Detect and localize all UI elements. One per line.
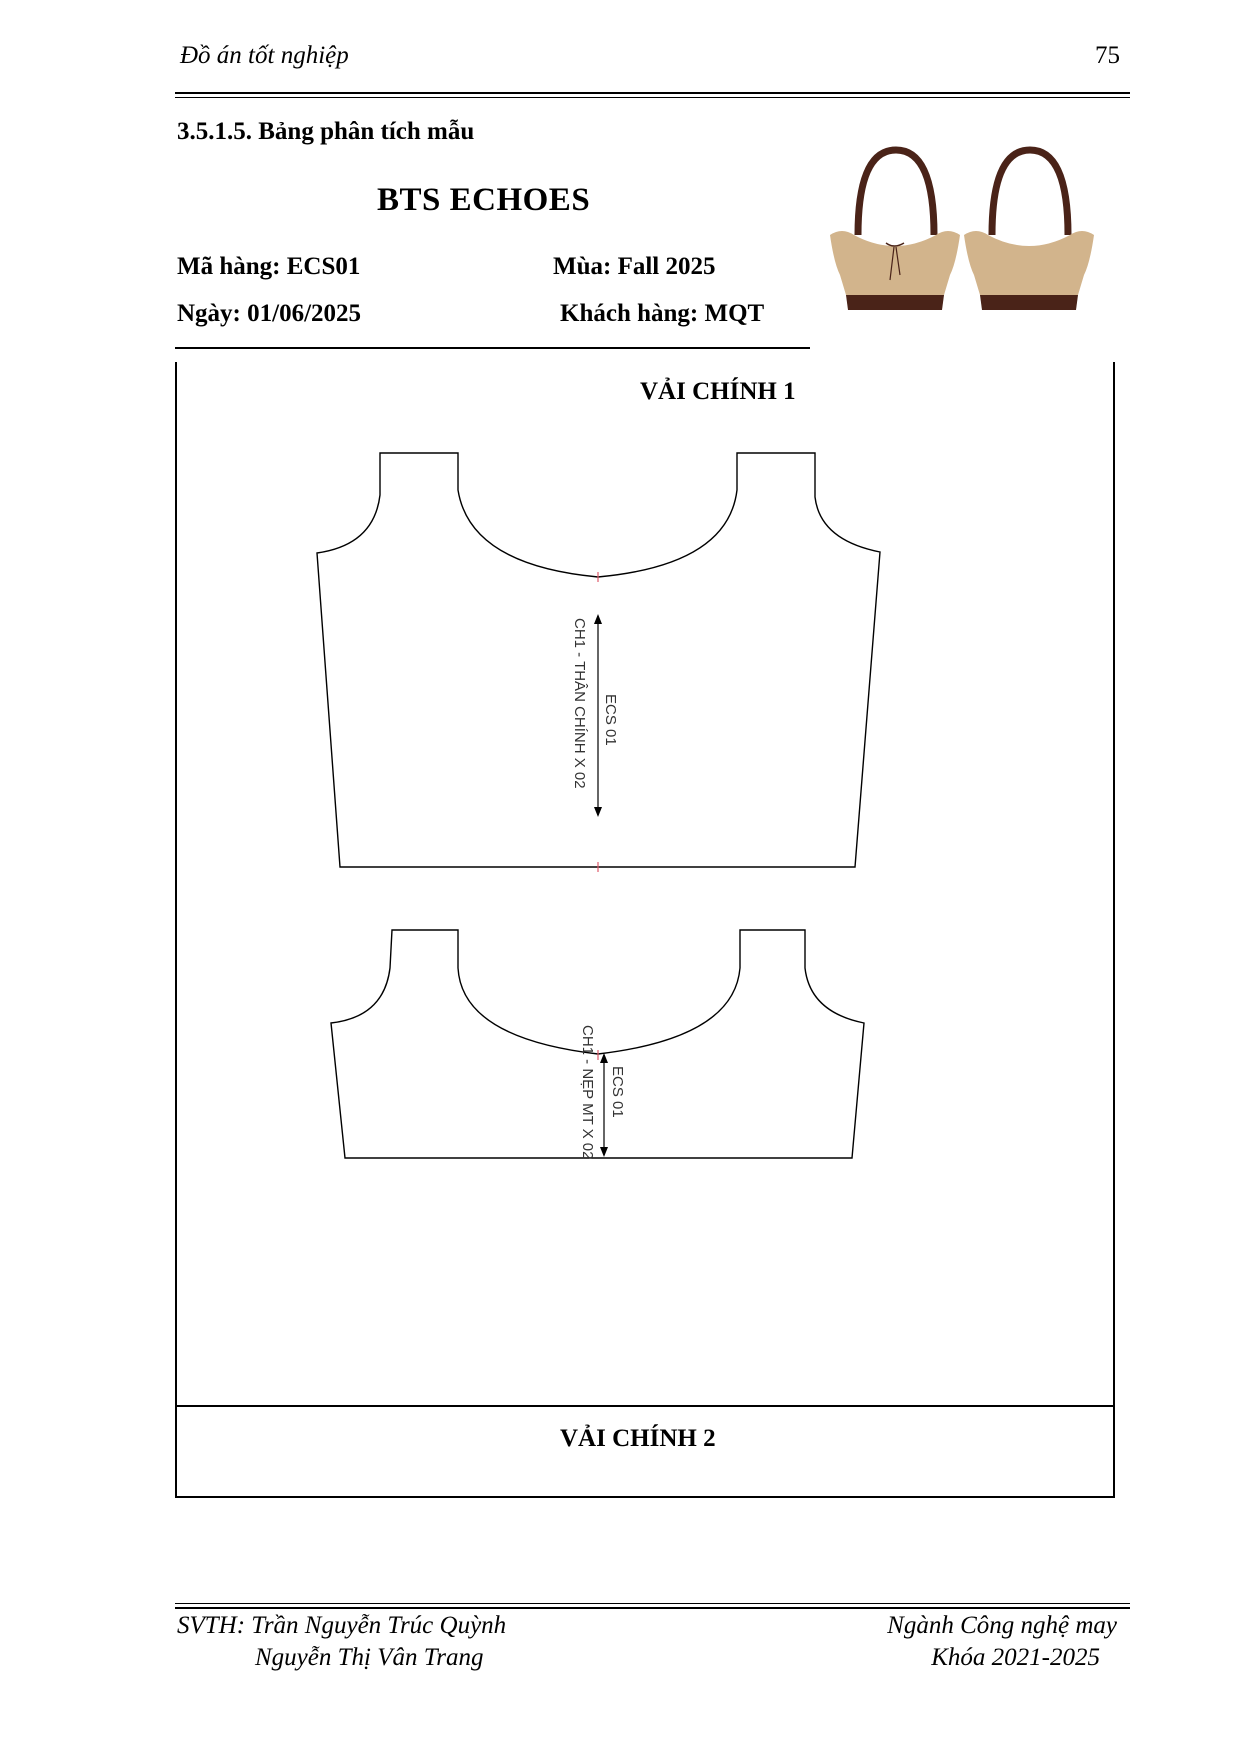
pattern-piece-main-body xyxy=(380,453,598,598)
grainline-main-arrow-bottom xyxy=(594,807,602,817)
grainline-facing-arrow-top xyxy=(600,1053,608,1063)
bag-front xyxy=(830,150,960,310)
header-rule-bottom xyxy=(175,97,1130,98)
piece-code-facing: ECS 01 xyxy=(609,1066,626,1118)
grainline-main-arrow-top xyxy=(594,614,602,624)
pattern-piece-facing-outline xyxy=(331,930,864,1158)
info-rule xyxy=(175,347,810,349)
piece-label-main: CH1 - THÂN CHÍNH X 02 xyxy=(571,618,588,789)
footer-rule-top xyxy=(175,1603,1130,1604)
fabric-2-title: VẢI CHÍNH 2 xyxy=(560,1425,716,1452)
section-heading: 3.5.1.5. Bảng phân tích mẫu xyxy=(177,118,475,145)
footer-svth: SVTH: Trần Nguyễn Trúc Quỳnh xyxy=(177,1612,507,1639)
bag-front-body xyxy=(830,231,960,295)
page-number: 75 xyxy=(1095,42,1120,69)
bag-back-handle xyxy=(992,150,1068,235)
piece-code-main: ECS 01 xyxy=(602,694,619,746)
drawstring-icon xyxy=(886,243,904,246)
bag-sketch xyxy=(828,145,1098,325)
header-rule-top xyxy=(175,92,1130,94)
footer-rule-bottom xyxy=(175,1607,1130,1609)
season: Mùa: Fall 2025 xyxy=(553,253,716,280)
bag-back-body xyxy=(964,231,1094,295)
pattern-pieces xyxy=(300,440,900,1180)
fabric-1-title: VẢI CHÍNH 1 xyxy=(640,378,796,405)
date: Ngày: 01/06/2025 xyxy=(177,300,362,327)
product-name: BTS ECHOES xyxy=(377,182,591,218)
bag-front-handle xyxy=(858,150,934,235)
footer-major: Ngành Công nghệ may xyxy=(887,1612,1117,1639)
bag-back xyxy=(964,150,1094,310)
product-code: Mã hàng: ECS01 xyxy=(177,253,361,280)
header-title: Đồ án tốt nghiệp xyxy=(180,42,349,69)
footer-cohort: Khóa 2021-2025 xyxy=(931,1644,1100,1671)
footer-svth-2: Nguyễn Thị Vân Trang xyxy=(255,1644,484,1671)
piece-label-facing: CH1 - NẸP MT X 02 xyxy=(579,1025,596,1160)
customer: Khách hàng: MQT xyxy=(560,300,765,327)
grainline-facing-arrow-bottom xyxy=(600,1147,608,1157)
bag-back-base xyxy=(980,295,1078,310)
bag-front-base xyxy=(846,295,944,310)
